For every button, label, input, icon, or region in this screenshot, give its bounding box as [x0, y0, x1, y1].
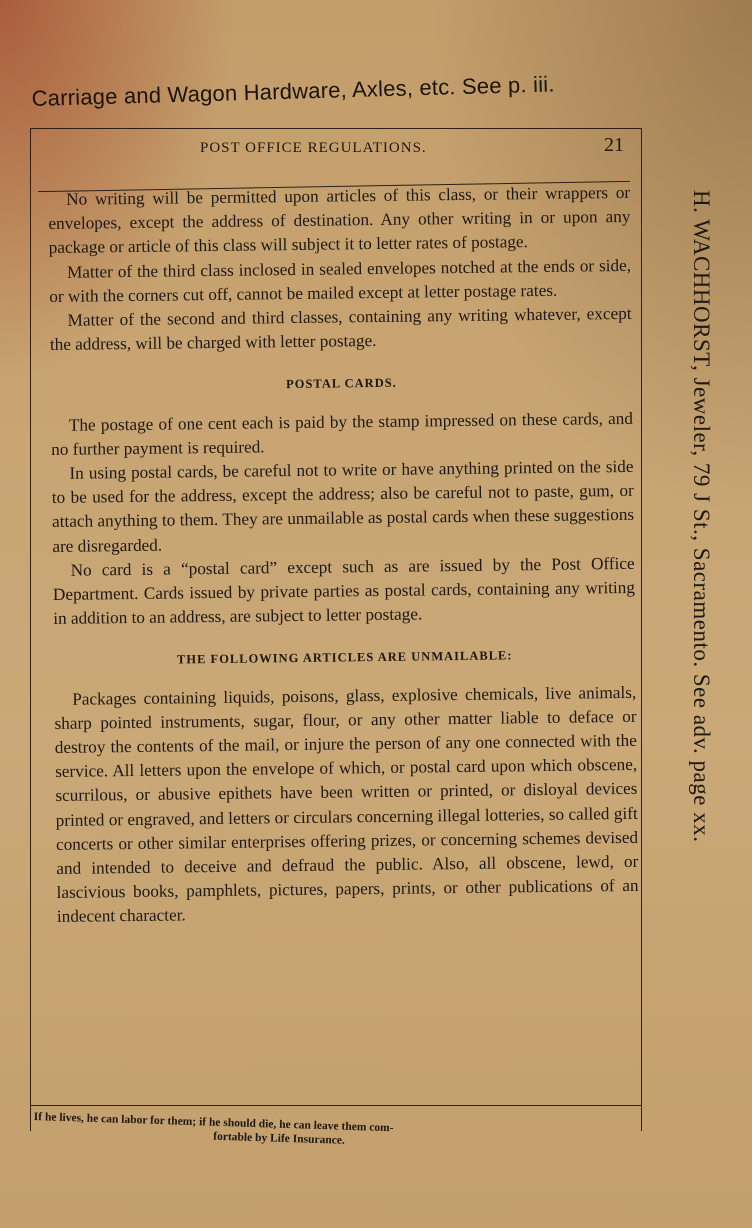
footer-line-1: If he lives, he can labor for them; if he should die, he can leave them com-: [33, 1110, 394, 1135]
body-text: [48, 181, 639, 930]
paragraph: Packages containing liquids, poisons, glass, explosive chemicals, live animals, sharp pointed instruments, sugar, flour, or any other matter liable to deface or destroy the contents of the mail, or injure the person of any one connected with the service. All letters upon the envelope of which, or postal card upon which obscene, scurrilous, or abusive epithets have been written or printed, or disloyal devices printed or engraved, and letters or circulars concerning illegal lotteries, so called gift concerts or other similar enterprises offering prizes, or concerning schemes devised and intended to deceive and defraud the public. Also, all obscene, lewd, or lascivious books, pamphlets, pictures, papers, prints, or other publications of an indecent character.: [54, 682, 639, 927]
page-number: 21: [604, 134, 624, 156]
paragraph: No card is a “postal card” except such as are issued by the Post Office Department. Cards issued by private parties as postal cards, containing any writing in addition to an address, are subject to letter postage.: [52, 553, 636, 629]
frame-bottom-rule: [30, 1105, 642, 1106]
paragraph: In using postal cards, be careful not to write or have anything printed on the side to be used for the address, except the address; also be careful not to paste, gum, or attach anything to them. They are unmailable as postal cards when these suggestions are disregarded.: [51, 456, 635, 556]
paragraph: The postage of one cent each is paid by the stamp impressed on these cards, and no further payment is required.: [51, 408, 633, 459]
footer-line-2: fortable by Life Insurance.: [213, 1130, 345, 1147]
section-heading-postal-cards: POSTAL CARDS.: [285, 376, 397, 392]
running-head: POST OFFICE REGULATIONS.: [200, 140, 427, 156]
section-heading-unmailable: THE FOLLOWING ARTICLES ARE UNMAILABLE:: [176, 648, 513, 667]
top-advertisement: Carriage and Wagon Hardware, Axles, etc. See p. iii.: [31, 71, 555, 112]
side-advertisement: H. WACHHORST, Jeweler, 79 J St., Sacramento. See adv. page xx.: [689, 190, 714, 843]
paragraph: Matter of the third class inclosed in sealed envelopes notched at the ends or side, or with the corners cut off, cannot be mailed except at letter postage rates.: [49, 255, 632, 306]
paragraph: Matter of the second and third classes, containing any writing whatever, except the address, will be charged with letter postage.: [49, 303, 632, 355]
paragraph: No writing will be permitted upon articles of this class, or their wrappers or envelopes, except the address of destination. Any other writing in or upon any package or article of this class will subject it to letter rates of postage.: [48, 182, 631, 258]
